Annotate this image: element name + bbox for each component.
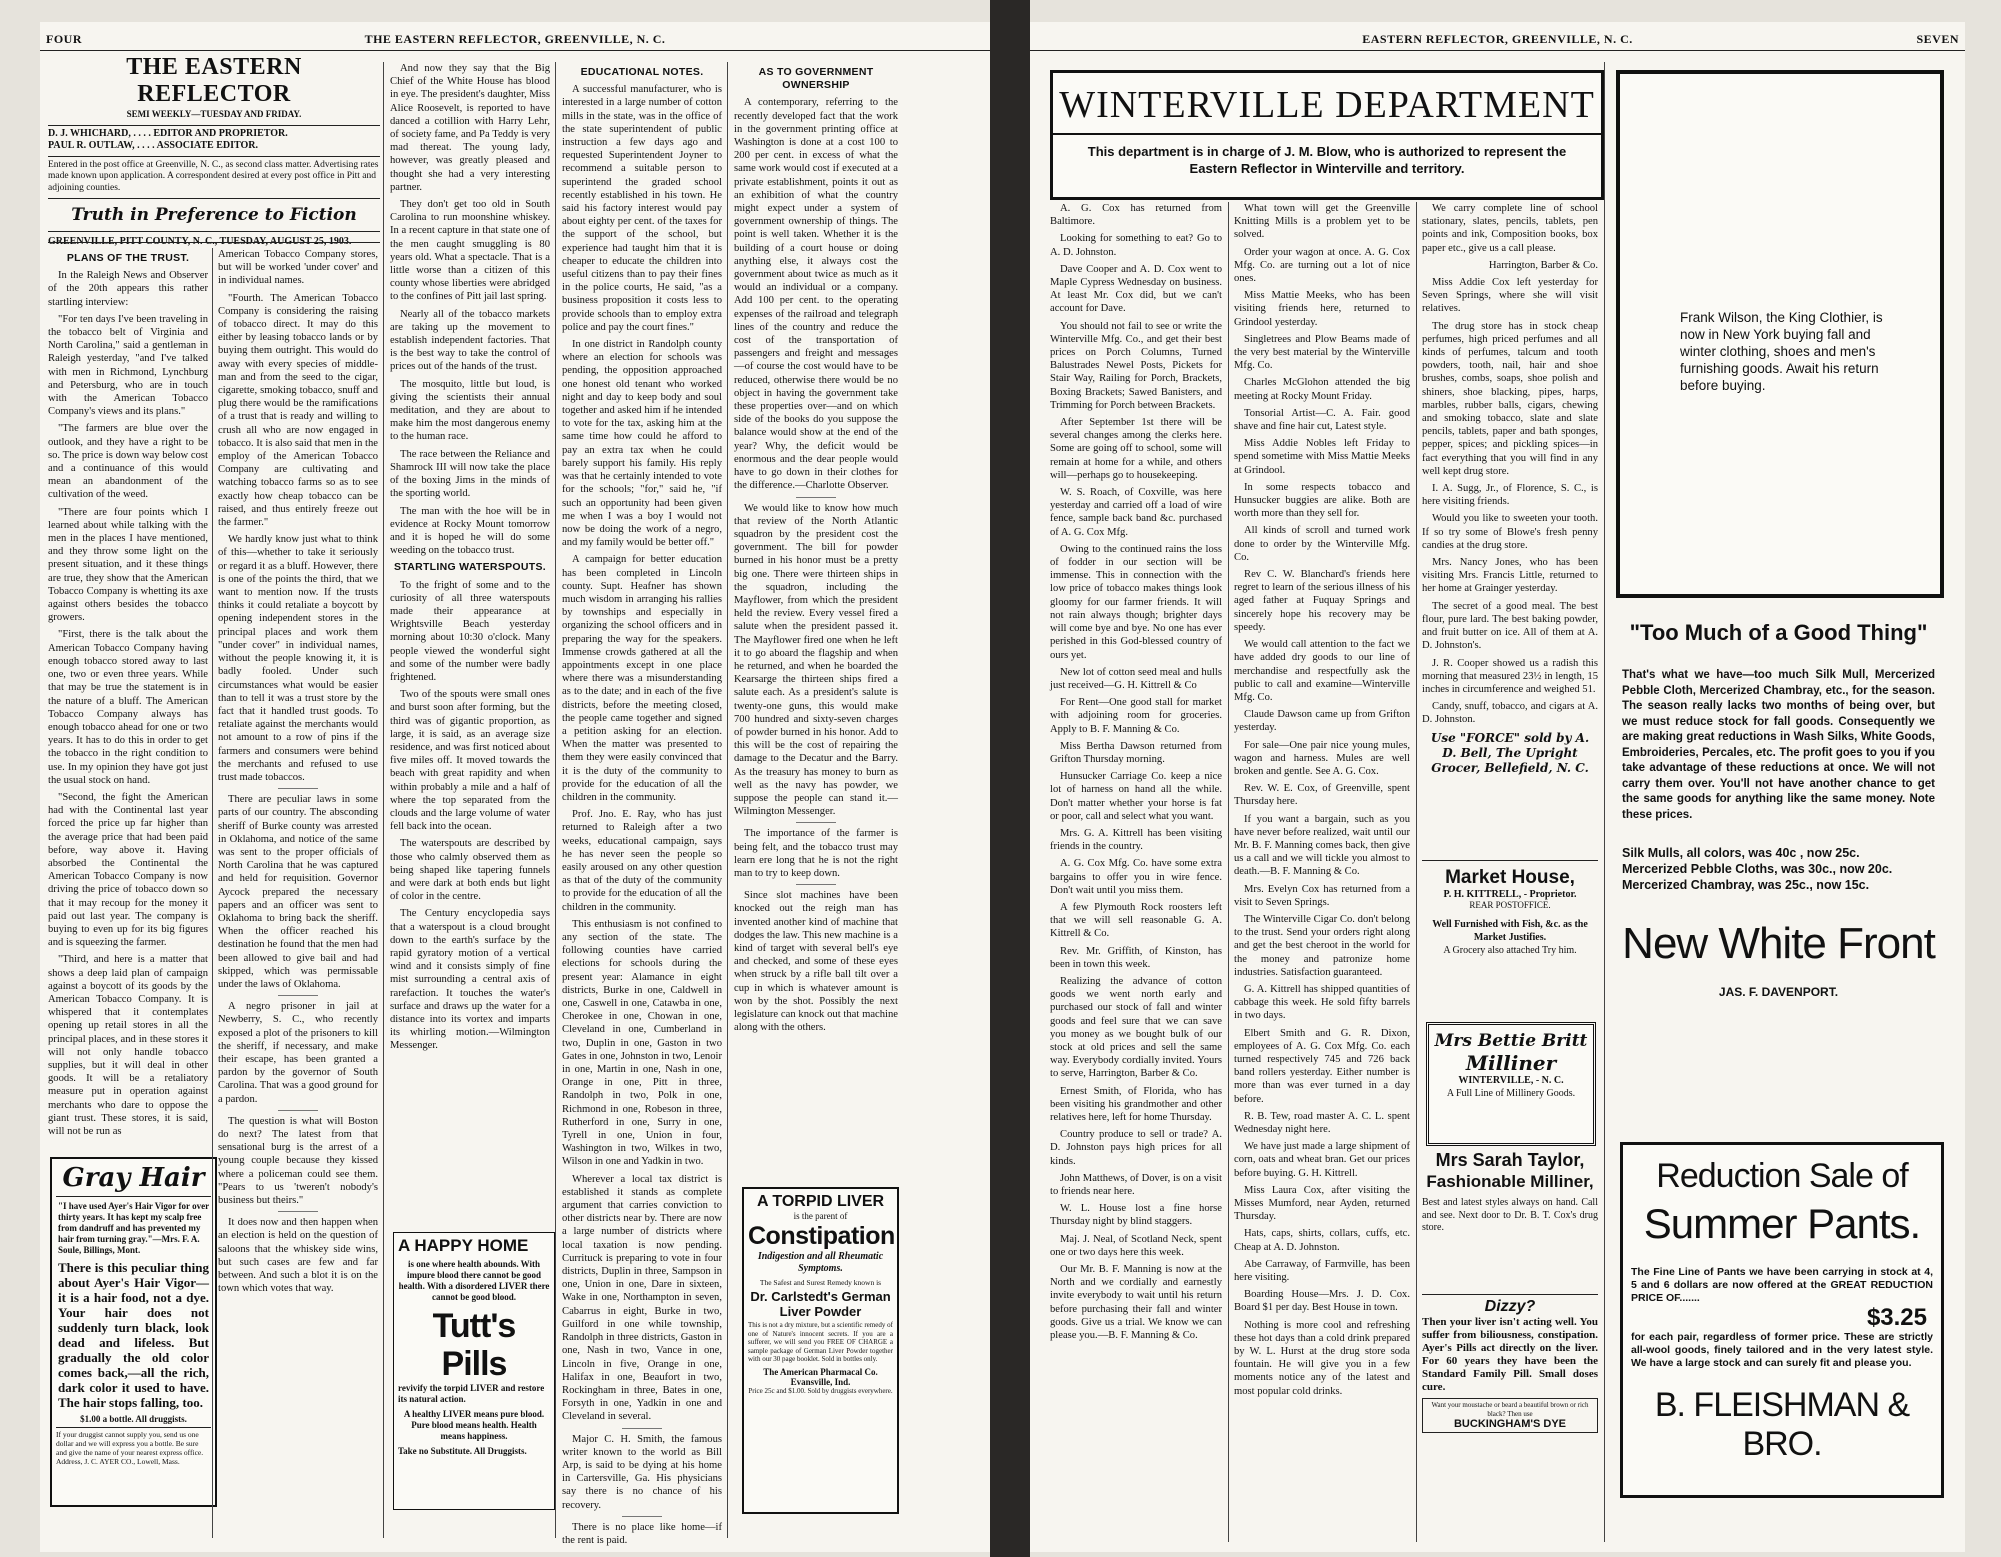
ad-body: Then your liver isn't acting well. You suffer from biliousness, constipation. Ayer's Pills act directly on the liver. For 60 years they have been the Standard Family Pill. Small doses cure. (1422, 1316, 1598, 1393)
ad-body: This is not a dry mixture, but a scientific remedy of one of Nature's innocent secrets. If you are a sufferer, we will send you FREE OF CHARGE a sample package of German Liver Powder together with our 30 page booklet. Sold in bottles only. (748, 1321, 893, 1363)
paragraph: Since slot machines have been knocked out the reigh man has invented another kind of machine that dodges the law. This new machine is a kind of target with several bell's eye and checked, and some of these eyes when struck by a rifle ball tilt over a cup in which is whatever amount is won by the shot. Possibly the next legislature can knock out that machine along with the others. (734, 890, 898, 1034)
ad-footer: Price 25c and $1.00. Sold by druggists everywhere. (748, 1386, 893, 1395)
running-head-title: EASTERN REFLECTOR, GREENVILLE, N. C. (1362, 32, 1633, 46)
paragraph: Miss Laura Cox, after visiting the Misses Mumford, near Ayden, returned Thursday. (1234, 1184, 1410, 1223)
paragraph: I. A. Sugg, Jr., of Florence, S. C., is here visiting friends. (1422, 483, 1598, 508)
masthead-motto: Truth in Preference to Fiction (71, 205, 357, 225)
ad-city: Evansville, Ind. (790, 1376, 851, 1387)
paragraph: Owing to the continued rains the loss of fodder in our section will be immense. This in connection with the low price of tobacco makes things look gloomy for our farmer friends. It will not rain always though; brighter days will come bye and bye. No one has ever perished in this God-blessed country of ours yet. (1050, 543, 1222, 661)
paragraph: We have just made a large shipment of corn, oats and wheat bran. Get our prices before buying. G. H. Kittrell. (1234, 1141, 1410, 1179)
masthead-title: THE EASTERN REFLECTOR (126, 54, 302, 107)
paragraph: If you want a bargain, such as you have never before realized, wait until our Mr. B. F. Manning comes back, then give us a call and we will tickle you almost to death.—B. F. Manning & Co. (1234, 813, 1410, 878)
page-number: FOUR (46, 32, 82, 46)
ad-body: The Fine Line of Pants we have been carrying in stock at 4, 5 and 6 dollars are now offered at the GREAT REDUCTION PRICE OF....... (1631, 1266, 1933, 1304)
paragraph: Would you like to sweeten your tooth. If so try some of Blowe's fresh penny candies at the drug store. (1422, 513, 1598, 551)
paragraph: Elbert Smith and G. R. Dixon, employees of A. G. Cox Mfg. Co. each turned respectively 745 and 726 back band rollers yesterday. Either number is more than was ever turned in a day before. (1234, 1027, 1410, 1105)
paragraph: W. S. Roach, of Coxville, was here yesterday and carried off a load of wire fence, sample back band &c. purchased of A. G. Cox Mfg. (1050, 487, 1222, 538)
paragraph: We would like to know how much that review of the North Atlantic squadron by the president cost the government. The bill for powder burned in his honor must be a pretty big one. There were thirteen ships in the squadron, including the Mayflower, from which the president held the review. Every vessel fired a salute when the president passed it. The Mayflower fired one when he left it to go aboard the flagship and when he returned, and when he boarded the Kearsarge the thirteen ships fired a salute each. As a president's salute is twenty-one guns, this would make 700 hundred and sixty-seven charges of powder burned in his honor. Add to this will be the cost of repairing the damage to the Decatur and the Barry. As the treasury has money to burn as well as the navy has powder, we suppose the people can stand it.—Wilmington Messenger. (734, 502, 898, 818)
paragraph: Rev. W. E. Cox, of Greenville, spent Thursday here. (1234, 783, 1410, 808)
paragraph: "There are four points which I learned about while talking with the men in the places I have mentioned, and they throw some light on the present situation, and it these things are true, they show that the American Tobacco Company is whetting its axe against others besides the tobacco growers. (48, 506, 208, 624)
paragraph: The secret of a good meal. The best flour, pure lard. The best baking powder, and fruit butter on ice. All of them at A. D. Johnston's. (1422, 600, 1598, 652)
paragraph: The drug store has in stock cheap perfumes, high priced perfumes and all kinds of perfumes, talcum and tooth powders, tooth, nail, hair and shoe brushes, combs, soaps, shoe polish and shiners, shoe blacking, pipes, harps, marbles, rubber balls, cigars, chewing and smoking tobacco, slate and slate pencils, tablets, paper and bath sponges, pepper, spices; and pickling spices—in fact everything that you will find in any well kept drug store. (1422, 320, 1598, 477)
ad-location: REAR POSTOFFICE. (1469, 900, 1551, 910)
ad-headline: "Too Much of a Good Thing" (1629, 620, 1928, 645)
paragraph: We carry complete line of school stationary, slates, pencils, tablets, pen points and ink, Composition books, box paper etc., give us a call please. (1422, 203, 1598, 254)
paragraph: It does now and then happen when an election is held on the question of saloons that the whiskey side wins, but such cases are few and far between. And such a blot it is on the town which votes that way. (218, 1217, 378, 1295)
paragraph: This enthusiasm is not confined to any section of the state. The following counties have carried elections for schools during the present year: Alamance in eight districts, Burke in one, Caldwell in one, Caswell in one, Catawba in one, Cherokee in one, Chowan in one, Cleveland in one, Cumberland in two, Duplin in one, Gaston in two Gates in one, Johnston in two, Lenoir in one, Martin in one, Nash in one, Orange in one, Pitt in three, Randolph in two, Polk in one, Richmond in one, Robeson in three, Rutherford in one, Surry in one, Tyrell in one, Union in four, Washington in two, Wilkes in two, Wilson in one and Yadkin in two. (562, 918, 722, 1168)
paragraph: Mrs. G. A. Kittrell has been visiting friends in the country. (1050, 827, 1222, 853)
buckingham-dye-box (1422, 1398, 1598, 1433)
ad-fleishman (1620, 1142, 1944, 1498)
ad-line4: The Safest and Surest Remedy known is (759, 1278, 882, 1287)
ad-line1: Reduction Sale of (1656, 1157, 1908, 1195)
paragraph: Mrs. Nancy Jones, who has been visiting Mrs. Francis Little, returned to her home at Grainger yesterday. (1422, 557, 1598, 595)
winterville-department-banner (1050, 70, 1604, 200)
winterville-column-1 (1050, 202, 1222, 1547)
ad-title: Dizzy? (1484, 1298, 1536, 1315)
paragraph: Tonsorial Artist—C. A. Fair. good shave and fine hair cut, Latest style. (1234, 407, 1410, 433)
paragraph: American Tobacco Company stores, but will be worked 'under cover' and in individual names. (218, 249, 378, 287)
ad-market-house (1422, 860, 1598, 1011)
article-heading: PLANS OF THE TRUST. (66, 252, 190, 264)
masthead-notice: Entered in the post office at Greenville, N. C., as second class matter. Advertising rates made known upon application. A correspondent desired at every post office in Pitt and adjoining counties. (48, 159, 379, 193)
ad-line1: A TORPID LIVER (756, 1193, 885, 1210)
paragraph: To the fright of some and to the curiosity of all three waterspouts made their appearance at Wrightsville Beach yesterday morning about 10:30 o'clock. Many people viewed the wonderful sight and some of the number were badly frightened. (390, 579, 550, 683)
ad-price-3: Mercerized Chambray, was 25c., now 15c. (1622, 878, 1870, 892)
winterville-column-3 (1422, 202, 1598, 842)
ad-maker: The American Pharmacal Co. (763, 1366, 878, 1377)
article-heading: EDUCATIONAL NOTES. (580, 66, 704, 78)
running-head-left (40, 28, 990, 51)
paragraph: In the Raleigh News and Observer of the 20th appears this rather startling interview: (48, 270, 208, 308)
department-subtitle: This department is in charge of J. M. Blow, who is authorized to represent the Eastern Reflector in Winterville and territory. (1087, 144, 1567, 176)
paragraph: Order your wagon at once. A. G. Cox Mfg. Co. are turning out a lot of nice ones. (1234, 246, 1410, 285)
paragraph-signature: Harrington, Barber & Co. (1488, 259, 1598, 271)
paragraph: W. L. House lost a fine horse Thursday night by blind staggers. (1050, 1203, 1222, 1228)
ad-frank-wilson (1616, 70, 1944, 598)
paragraph: The question is what will Boston do next? The latest from that sensational burg is the arrest of a young couple because they kissed where a policeman could see them. "Pears to us 'tweren't nobody's business but theirs." (218, 1115, 378, 1207)
ad-body: is one where health abounds. With impure blood there cannot be good health. With a disordered LIVER there cannot be good blood. (398, 1259, 550, 1302)
page-gutter (990, 0, 1030, 1557)
paragraph: Miss Mattie Meeks, who has been visiting friends here, returned to Grindool yesterday. (1234, 290, 1410, 328)
paragraph: Nearly all of the tobacco markets are taking up the movement to establish independent factories. That is the best way to take the control of prices out of the hands of the trust. (390, 308, 550, 373)
ad-fine-print: If your druggist cannot supply you, send us one dollar and we will express you a bottle. Be sure and give the name of your nearest express office. Address, J. C. AYER CO., Lowell, Mass. (56, 1427, 211, 1466)
paragraph: The Winterville Cigar Co. don't belong to the trust. Send your orders right along and get the best cheroot in the world for the money and patronize home industries. Satisfaction guaranteed. (1234, 913, 1410, 978)
paragraph: There is no place like home—if the rent is paid. (562, 1521, 722, 1546)
paragraph: Boarding House—Mrs. J. D. Cox. Board $1 per day. Best House in town. (1234, 1289, 1410, 1314)
paragraph: You should not fail to see or write the Winterville Mfg. Co., and get their best prices on Porch Columns, Turned Balustrades Newel Posts, Pickets for Stair Way, Railing for Porch, Brackets, Boxing Brackets; Sawed Banisters, and Trimming for Porch between Brackets. (1050, 320, 1222, 411)
paragraph: And now they say that the Big Chief of the White House has blood in eye. The president's daughter, Miss Alice Roosevelt, is reported to have danced a cotillion with Harry Lehr, of society fame, and Pa Teddy is very mad thereat. The young lady, however, was greatly pleased and thought she had a very interesting partner. (390, 63, 550, 193)
paragraph: Wherever a local tax district is established it stands as complete argument that carries conviction to other districts near by. There are now a large number of districts where local taxation is now pending. Currituck is preparing to vote in four districts, Duplin in three, Sampson in one, Union in one, Dare in sixteen, Wake in one, Northampton in seven, Cabarrus in eight, Burke in two, Guilford in one while township, Randolph in three districts, Gaston in one, Nash in two, Vance in one, Lincoln in five, Orange in one, Halifax in one, Beaufort in two, Rockingham in three, Bates in one, Forsyth in one, Yadkin in one and Cleveland in several. (562, 1173, 722, 1423)
paragraph: Ernest Smith, of Florida, who has been visiting his grandmother and other relatives here, left for home Thursday. (1050, 1085, 1222, 1123)
ad-title: Market House, (1445, 867, 1575, 888)
ad-body: Best and latest styles always on hand. Call and see. Next door to Dr. B. T. Cox's drug store. (1422, 1197, 1598, 1233)
ad-dizzy (1422, 1294, 1598, 1505)
paragraph: In some respects tobacco and Hunsucker buggies are alike. Both are worth more than they sell for. (1234, 481, 1410, 520)
masthead (48, 54, 380, 239)
associate-editor-line: PAUL R. OUTLAW, . . . . ASSOCIATE EDITOR. (48, 140, 258, 151)
paragraph: Prof. Jno. E. Ray, who has just returned to Raleigh after a two weeks, educational campaign, says he has never seen the people so easily aroused on any other question as that of the duty of the community to provide for the education of all the children in the community. (562, 809, 722, 913)
paragraph: "Third, and here is a matter that shows a deep laid plan of campaign against a boycott of its goods by the American Tobacco Company. It is whispered that it contemplates opening up retail stores in all the principal places, and in these stores it will not only handle tobacco supplies, but it will deal in other goods. It will be a retaliatory measure put in operation against merchants who dare to oppose the giant trust. These stores, it is said, will not be run as (48, 954, 208, 1137)
paragraph: Realizing the advance of cotton goods we went north early and purchased our stock of fall and winter goods and feel sure that we can save you money as we bought bulk of our stock at old prices and sell the same way. Everybody cordially invited. Yours to serve, Harrington, Barber & Co. (1050, 975, 1222, 1080)
buckingham-line: Want your moustache or beard a beautiful brown or rich black? Then use (1431, 1401, 1589, 1418)
paragraph: Abe Carraway, of Farmville, has been here visiting. (1234, 1258, 1410, 1284)
paragraph: Dave Cooper and A. D. Cox went to Maple Cypress Wednesday on business. At least Mr. Cox did, but we can't account for Dave. (1050, 263, 1222, 315)
running-head-right (1030, 28, 1965, 51)
article-plans-of-the-trust (48, 248, 208, 1148)
ad-owner: JAS. F. DAVENPORT. (1718, 985, 1839, 999)
paragraph: "The farmers are blue over the outlook, and they have a right to be so. The price is down way below cost and a continuance of this would mean an abandonment of the cultivation of the weed. (48, 423, 208, 501)
paragraph: Charles McGlohon attended the big meeting at Rocky Mount Friday. (1234, 377, 1410, 402)
ad-sarah-taylor (1422, 1150, 1598, 1290)
paragraph: Rev C. W. Blanchard's friends here regret to learn of the serious illness of his aged father at Fuquay Springs and sincerely hope his recovery may be speedy. (1234, 569, 1410, 633)
paragraph: Hunsucker Carriage Co. keep a nice lot of harness on hand all the while. Don't matter whether your horse is fat or poor, call and select what you want. (1050, 771, 1222, 822)
ad-davenport (1616, 602, 1941, 1162)
paragraph: A successful manufacturer, who is interested in a large number of cotton mills in the state, was in the office of the state superintendent of public instruction a few days ago and requested Superintendent Joyner to recommend a suitable person to superintend the graded school recently established in his town. He said his factory interest would pay about eighty per cent. of the taxes for the support of the school, but experience had taught him that it is cheaper to educate the children into useful citizens than to pay their fines in the police courts, He said, "as a business proposition it costs less to provide schools than to employ extra police and pay the court fines." (562, 84, 722, 333)
paragraph: The man with the hoe will be in evidence at Rocky Mount tomorrow and it is hoped he will do some weeding on the tobacco trust. (390, 505, 550, 557)
paragraph: "For ten days I've been traveling in the tobacco belt of Virginia and North Carolina," said a gentleman in Raleigh yesterday, "and I've talked with men in Richmond, Lynchburg and Petersburg, who are in touch with the American Tobacco Company's views and its plans." (48, 313, 208, 418)
ad-line2: Summer Pants. (1643, 1200, 1921, 1247)
ad-quote: "I have used Ayer's Hair Vigor for over thirty years. It has kept my scalp free from dandruff and has prevented my hair from turning gray."—Mrs. F. A. Soule, Billings, Mont. (58, 1201, 209, 1255)
ad-body: That's what we have—too much Silk Mull, Mercerized Pebble Cloth, Mercerized Chambray, etc., for the season. The season really lacks two months of being over, but we must reduce stock for fall goods. Consequently we are making great reductions in Wash Silks, White Goods, Embroideries, Percales, etc. The profit goes to you if you take advantage of these reductions at once. We will not carry them over. You'll not have another chance to get the same goods for anything like the same money. Note these prices. (1622, 669, 1935, 821)
paragraph: For sale—One pair nice young mules, wagon and harness. Mules are well broken and gentle. See A. G. Cox. (1234, 739, 1410, 777)
ad-gray-hair (50, 1157, 217, 1507)
paragraph: Mrs. Evelyn Cox has returned from a visit to Seven Springs. (1234, 883, 1410, 908)
ad-word: Constipation (748, 1222, 895, 1250)
paragraph: G. A. Kittrell has shipped quantities of cabbage this week. He sold fifty barrels in two days. (1234, 983, 1410, 1022)
paragraph: There are peculiar laws in some parts of our country. The absconding sheriff of Burke county was arrested in Oklahoma, and notice of the same was sent to the proper officials of North Carolina that he was captured and held for requisition. Governor Aycock prepared the necessary papers and an officer was sent to Oklahoma to bring back the sheriff. When the officer reached his destination he found that the men had been allowed to give bail and had skipped, which was permissable under the laws of Oklahoma. (218, 794, 378, 990)
ad-brand: B. FLEISHMAN & BRO. (1654, 1386, 1910, 1463)
ad-text: Frank Wilson, the King Clothier, is now in New York buying fall and winter clothing, shoes and men's furnishing goods. Await his return before buying. (1680, 310, 1883, 393)
paragraph: All kinds of scroll and turned work done to order by the Winterville Mfg. Co. (1234, 525, 1410, 563)
ad-name: Mrs Bettie Britt (1434, 1031, 1588, 1051)
ad-trade: Milliner (1465, 1051, 1557, 1075)
ad-owner: P. H. KITTRELL, - Proprietor. (1443, 889, 1577, 900)
paragraph: A. G. Cox has returned from Baltimore. (1050, 203, 1222, 228)
ad-price-1: Silk Mulls, all colors, was 40c , now 25c. (1622, 846, 1860, 860)
paragraph: Claude Dawson came up from Grifton yesterday. (1234, 709, 1410, 734)
paragraph: Country produce to sell or trade? A. D. Johnston pays high prices for all kinds. (1050, 1129, 1222, 1167)
paragraph: "Second, the fight the American had with the Continental last year forced the price up far higher than the average price that had been paid before, way above it. Having absorbed the Continental the American Tobacco Company is now driving the price of tobacco down so that it may recoup for the money it paid out last year. The company is buying to even up for its big figures and is squeezing the farmer. (48, 791, 208, 949)
paragraph: Rev. Mr. Griffith, of Kinston, has been in town this week. (1050, 945, 1222, 970)
paragraph: We would call attention to the fact we have added dry goods to our line of merchandise and respectfully ask the public to call and examine—Winterville Mfg. Co. (1234, 639, 1410, 703)
masthead-subtitle: SEMI WEEKLY—TUESDAY AND FRIDAY. (126, 109, 302, 119)
paragraph: They don't get too old in South Carolina to run moonshine whiskey. In a recent capture in that state one of the men caught smuggling is 80 years old. What a spectacle. That is a little worse than a citizen of this county whose liberties were abridged to the confines of Pitt jail last spring. (390, 199, 550, 303)
paragraph: R. B. Tew, road master A. C. L. spent Wednesday night here. (1234, 1110, 1410, 1135)
paragraph: "Fourth. The American Tobacco Company is considering the raising of tobacco direct. It may do this either by leasing tobacco lands or by buying them outright. This would do away with every species of middle-man and from the seed to the cigar, cigarette, smoking tobacco, snuff and plug there would be the ramifications of a trust that is ready and willing to crush all who are now engaged in tobacco. It is also said that men in the employ of the American Tobacco Company are cultivating and watching tobacco farms so as to see exactly how cheap tobacco can be raised, and thus entirely freeze out the farmer." (218, 292, 378, 529)
winterville-column-2 (1234, 202, 1410, 1547)
article-trust-continued (218, 248, 378, 1538)
paragraph: Hats, caps, shirts, collars, cuffs, etc. Cheap at A. D. Johnston. (1234, 1228, 1410, 1253)
article-government-ownership (734, 62, 898, 1174)
ad-tail: A Grocery also attached Try him. (1443, 945, 1577, 956)
ad-name: Mrs Sarah Taylor, (1435, 1150, 1585, 1170)
ad-title: Gray Hair (56, 1163, 211, 1197)
paragraph: "First, there is the talk about the American Tobacco Company having enough tobacco stored away to last one, two or even three years. While that may be true the statement is in the nature of a bluff. The American Tobacco Company always has enough tobacco ahead for one or two years. It has to do this in order to get the tobacco in the right condition to use. In my opinion they have got just the usual stock on hand. (48, 629, 208, 786)
department-title: WINTERVILLE DEPARTMENT (1053, 83, 1601, 135)
buckingham-brand: BUCKINGHAM'S DYE (1453, 1418, 1566, 1430)
ad-brand: Dr. Carlstedt's German Liver Powder (750, 1289, 891, 1319)
paragraph: In one district in Randolph county where an election for schools was pending, the opposition approached one honest old tenant who worked night and day to keep body and soul together and asked him if he intended to vote for the tax, asking him at the same time how could he afford to pay an extra tax when he could barely support his family. His reply was that he certainly intended to vote for the schools; "for," said he, "if such an opportunity had been given me when I was a boy I would not now be doing the work of a negro, and my family would be better off." (562, 339, 722, 549)
page-four (40, 22, 990, 1552)
ad-brand: Tutt's Pills (432, 1307, 516, 1383)
ad-body-2: for each pair, regardless of former price. These are strictly all-wool goods, finely tailored and in the very latest style. We have a large stock and can surely fit and please you. (1631, 1331, 1933, 1369)
ad-line: A Full Line of Millinery Goods. (1446, 1088, 1576, 1099)
paragraph: The Century encyclopedia says that a waterspout is a cloud brought down to the earth's surface by the rapid gyratory motion of a vertical wind and it consists simply of fine mist surrounding a central axis of rarefaction. It touches the water's surface and draws up the water for a distance into its vortex and imparts its whirling motion.—Wilmington Messenger. (390, 908, 550, 1052)
ad-price: $1.00 a bottle. All druggists. (80, 1414, 187, 1424)
ad-footer: Take no Substitute. All Druggists. (398, 1446, 527, 1456)
paragraph: J. R. Cooper showed us a radish this morning that measured 23½ in length, 15 inches in circumference and weighed 51. (1422, 657, 1598, 695)
ad-tail: revivify the torpid LIVER and restore its natural action. (398, 1383, 545, 1404)
ad-heading: A HAPPY HOME (398, 1236, 529, 1255)
paragraph: Our Mr. B. F. Manning is now at the North and we cordially and earnestly invite everybody to wait until his return before purchasing their fall and winter goods. Give us a trial. We know we can please you.—B. F. Manning & Co. (1050, 1264, 1222, 1342)
ad-trade: Fashionable Milliner, (1426, 1172, 1594, 1191)
paragraph: Miss Bertha Dawson returned from Grifton Thursday morning. (1050, 740, 1222, 765)
paragraph: New lot of cotton seed meal and hulls just received—G. H. Kittrell & Co (1050, 666, 1222, 691)
ad-tutts-pills (393, 1232, 555, 1510)
ad-torpid-liver (742, 1187, 899, 1514)
paragraph: Singletrees and Plow Beams made of the very best material by the Winterville Mfg. Co. (1234, 333, 1410, 372)
page-number: SEVEN (1916, 32, 1959, 46)
ad-body: Well Furnished with Fish, &c. as the Market Justifies. (1432, 919, 1588, 943)
paragraph: The waterspouts are described by those who calmly observed them as being shaped like tapering funnels and were dark at both ends but light of color in the centre. (390, 838, 550, 903)
paragraph: The race between the Reliance and Shamrock III will now take the place of the boxing Jims in the minds of the sporting world. (390, 448, 550, 500)
running-head-title: THE EASTERN REFLECTOR, GREENVILLE, N. C. (364, 32, 666, 46)
paragraph: We hardly know just what to think of this—whether to take it seriously or regard it as a bluff. However, there is one of the points the third, that we want to mention now. If the trusts thinks it could retaliate a boycott by opening independent stores in the principal places and work them "under cover" in individual names, without the people knowing it, it is badly fooled. Under such circumstances what would be easier than to tell it was a trust store by the fact that it handled trust goods. To retaliate against the merchants would not amount to a row of pins if the farmers and consumers were behind the merchants and refused to use trust made tobaccos. (218, 534, 378, 783)
ad-store-name: New White Front (1622, 919, 1935, 968)
paragraph: Major C. H. Smith, the famous writer known to the world as Bill Arp, is said to be dying at his home in Cartersville, Ga. His physicians say there is no chance of his recovery. (562, 1433, 722, 1511)
ad-body: There is this peculiar thing about Ayer's Hair Vigor—it is a hair food, not a dye. Your hair does not suddenly turn black, look dead and lifeless. But gradually the old color comes back,—all the rich, dark color it used to have. The hair stops falling, too. (58, 1260, 209, 1410)
paragraph: The importance of the farmer is being felt, and the tobacco trust may learn ere long that he is not the right man to try to keep down. (734, 828, 898, 879)
ad-price-2: Mercerized Pebble Cloths, was 30c., now 20c. (1622, 862, 1893, 876)
paragraph: Two of the spouts were small ones and burst soon after forming, but the third was of gigantic proportion, as large, it is said, as an average size residence, and was first noticed about five miles off. It moved towards the beach with great rapidity and when within probably a mile and a half of where the top separated from the clouds and the large volume of water fell back into the ocean. (390, 689, 550, 833)
ad-line2: is the parent of (793, 1211, 848, 1221)
editor-line: D. J. WHICHARD, . . . . EDITOR AND PROPRIETOR. (48, 127, 288, 139)
paragraph: What town will get the Greenville Knitting Mills is a problem yet to be solved. (1234, 203, 1410, 241)
article-heading: AS TO GOVERNMENT OWNERSHIP (758, 66, 874, 92)
paragraph: A negro prisoner in jail at Newberry, S. C., who recently exposed a plot of the prisoners to kill the sheriff, if necessary, and make their escape, has been granted a pardon by the governor of South Carolina. That was a good ground for a pardon. (218, 1001, 378, 1105)
article-educational-notes (562, 62, 722, 1546)
paragraph: Miss Addie Cox left yesterday for Seven Springs, where she will visit relatives. (1422, 277, 1598, 315)
ad-price: $3.25 (1866, 1304, 1927, 1331)
paragraph: A contemporary, referring to the recently developed fact that the work in the government printing office at Washington is done at a cost 100 to 200 per cent. in excess of what the same work would cost if executed at a private establishment, points it out as an exhibition of what the country might expect under a system of government ownership of things. The point is well taken. Whether it is the building of a court house or doing anything else, it always cost the government about twice as much as it would an individual or a company. Add 100 per cent. to the operating expenses of the railroad and telegraph lines of the country and reduce the cost of the transportation of passengers and freight and messages—of course the cost would have to be reduced, otherwise there would be no object in having the government take these properties over—and on which side of the books do you suppose the balance would show at the end of the year? Why, the deficit would be enormous and the dear people would have to go down in their clothes for the difference.—Charlotte Observer. (734, 97, 898, 492)
paragraph: A campaign for better education has been completed in Lincoln county. Supt. Heafner has shown much wisdom in arranging his rallies by townships and especially in organizing the school officers and in preparing the way for the speakers. Immense crowds gathered at all the appointments except in one place where there was a misunderstanding as to the date; and in each of the five districts, before the meeting closed, the people came together and signed a petition asking for an election. When the matter was presented to them they were easily convinced that it is the duty of the community to provide for the education of all the children in the community. (562, 554, 722, 803)
ad-bettie-britt (1426, 1022, 1596, 1146)
paragraph: Nothing is more cool and refreshing these hot days than a cold drink prepared by W. L. Hurst at the drug store soda fountain. He will give you in a few moments notice any of the latest and most popular cold drinks. (1234, 1319, 1410, 1397)
ad-list: A healthy LIVER means pure blood. Pure blood means health. Health means happiness. (403, 1409, 545, 1441)
force-notice: Use "FORCE" sold by A. D. Bell, The Upright Grocer, Bellefield, N. C. (1430, 730, 1590, 775)
article-heading: STARTLING WATERSPOUTS. (393, 561, 547, 574)
ad-line3: Indigestion and all Rheumatic Symptoms. (757, 1251, 884, 1274)
ad-town: WINTERVILLE, - N. C. (1458, 1075, 1564, 1086)
paragraph: After September 1st there will be several changes among the clerks here. Some are going off to school, some will remain at home for a while, and others will—perhaps go to housekeeping. (1050, 417, 1222, 481)
paragraph: John Matthews, of Dover, is on a visit to friends near here. (1050, 1172, 1222, 1198)
paragraph: A few Plymouth Rock roosters left that we will sell reasonable G. A. Kittrell & Co. (1050, 901, 1222, 940)
paragraph: Maj. J. Neal, of Scotland Neck, spent one or two days here this week. (1050, 1233, 1222, 1258)
paragraph: Candy, snuff, tobacco, and cigars at A. D. Johnston. (1422, 701, 1598, 726)
page-seven (1030, 22, 1965, 1552)
paragraph: A. G. Cox Mfg. Co. have some extra bargains to offer you in wire fence. Don't wait until you miss them. (1050, 858, 1222, 896)
paragraph: The mosquito, little but loud, is giving the scientists their annual meditation, and they are about to make him the most dangerous enemy to the human race. (390, 378, 550, 443)
paragraph: For Rent—One good stall for market with adjoining room for groceries. Apply to B. F. Manning & Co. (1050, 697, 1222, 735)
paragraph: Looking for something to eat? Go to A. D. Johnston. (1050, 233, 1222, 258)
editorial-column-3 (390, 62, 550, 1222)
paragraph: Miss Addie Nobles left Friday to spend sometime with Miss Mattie Meeks at Grindool. (1234, 438, 1410, 476)
